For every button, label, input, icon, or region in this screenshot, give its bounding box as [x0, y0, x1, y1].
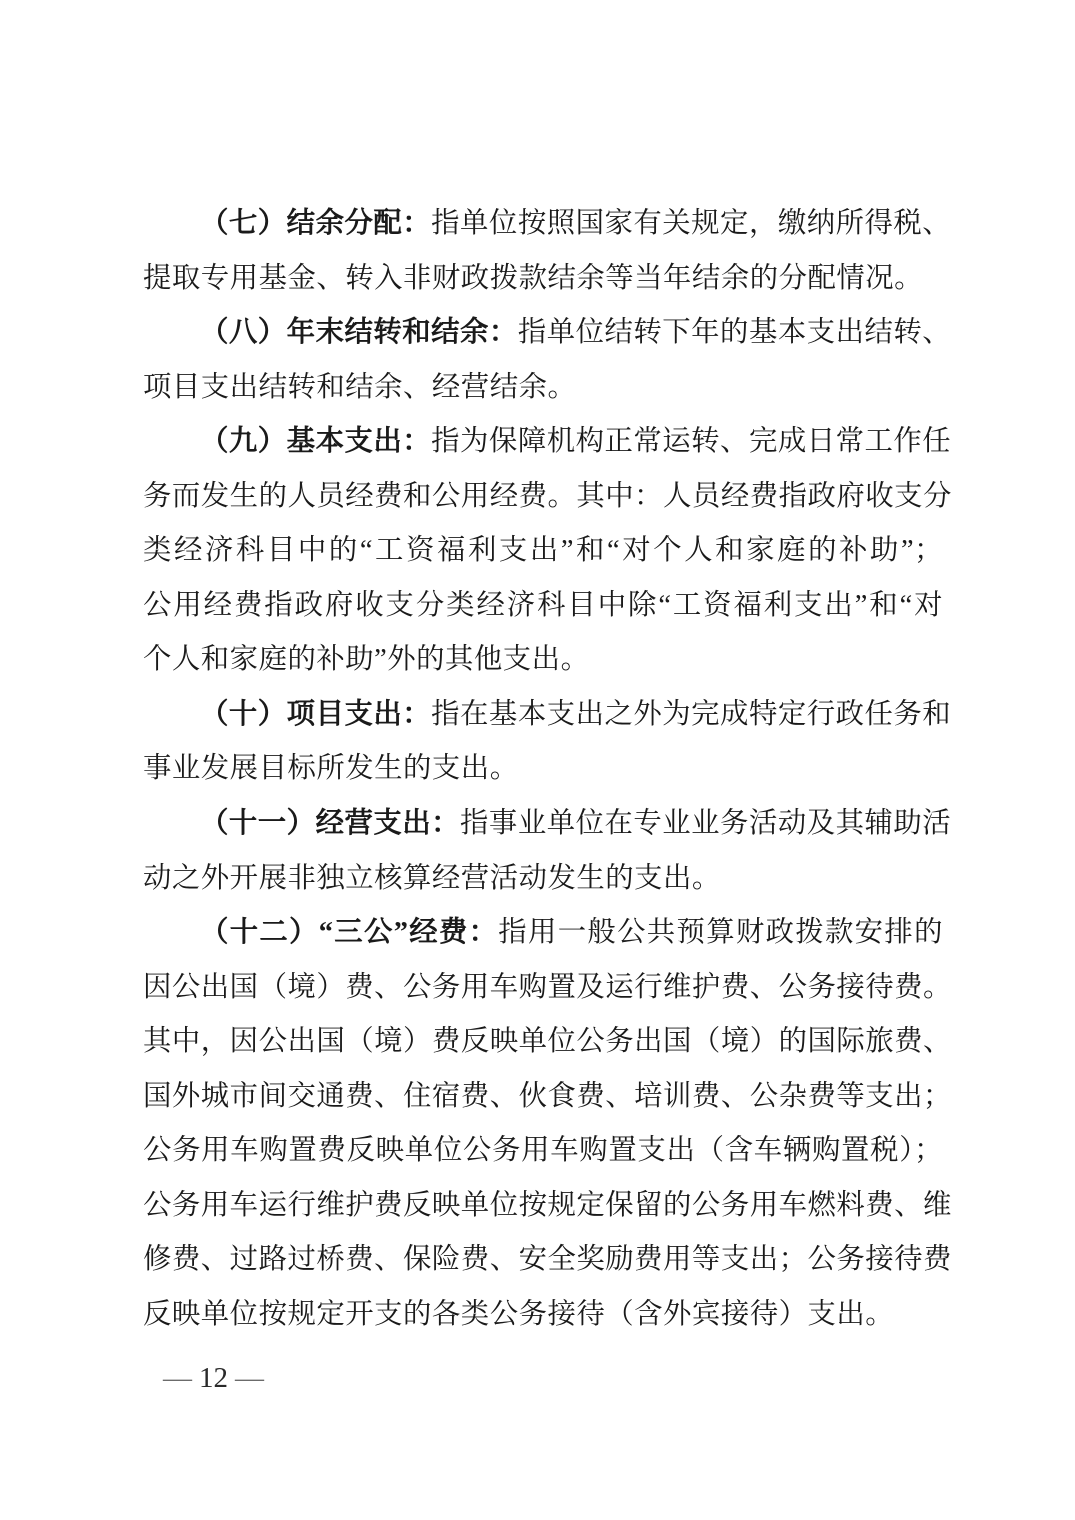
term-definition: 提取专用基金、转入非财政拨款结余等当年结余的分配情况。 — [143, 262, 924, 294]
text-line — [143, 797, 952, 852]
text-line — [143, 252, 943, 307]
text-line — [143, 197, 952, 252]
text-line — [143, 470, 952, 525]
term-definition: 务而发生的人员经费和公用经费。其中：人员经费指政府收支分 — [143, 480, 952, 512]
term-definition: 反映单位按规定开支的各类公务接待（含外宾接待）支出。 — [143, 1298, 895, 1330]
text-line — [143, 633, 943, 688]
text-line — [143, 524, 943, 579]
text-line — [143, 961, 952, 1016]
term-definition: 公务用车运行维护费反映单位按规定保留的公务用车燃料费、维 — [143, 1189, 952, 1221]
term-definition: 个人和家庭的补助”外的其他支出。 — [143, 644, 590, 676]
term-label: （八）年末结转和结余： — [200, 317, 518, 349]
term-definition: 指为保障机构正常运转、完成日常工作任 — [431, 426, 952, 458]
term-definition: 类经济科目中的“工资福利支出”和“对个人和家庭的补助”； — [143, 535, 943, 567]
text-line — [143, 688, 952, 743]
text-line — [143, 1070, 952, 1125]
term-label: （七）结余分配： — [200, 208, 432, 239]
term-definition: 其中，因公出国（境）费反映单位公务出国（境）的国际旅费、 — [143, 1026, 952, 1058]
term-label: （十）项目支出： — [200, 698, 432, 730]
term-definition: 动之外开展非独立核算经营活动发生的支出。 — [143, 862, 721, 894]
term-definition: 指单位按照国家有关规定，缴纳所得税、 — [431, 208, 952, 239]
term-definition: 指用一般公共预算财政拨款安排的 — [498, 917, 943, 949]
page-number-footer — [163, 1351, 264, 1405]
term-definition: 指事业单位在专业业务活动及其辅助活 — [460, 808, 952, 840]
term-definition: 修费、过路过桥费、保险费、安全奖励费用等支出；公务接待费 — [143, 1244, 952, 1276]
term-definition: 指在基本支出之外为完成特定行政任务和 — [431, 698, 952, 730]
text-line — [143, 1124, 943, 1179]
page-number: 12 — [199, 1362, 228, 1394]
text-line — [143, 1233, 952, 1288]
term-label: （九）基本支出： — [200, 426, 432, 458]
text-line — [143, 579, 943, 634]
term-definition: 指单位结转下年的基本支出结转、 — [517, 317, 952, 349]
term-definition: 公用经费指政府收支分类经济科目中除“工资福利支出”和“对 — [143, 589, 943, 621]
term-definition: 公务用车购置费反映单位公务用车购置支出（含车辆购置税）； — [143, 1135, 943, 1167]
term-definition: 国外城市间交通费、住宿费、伙食费、培训费、公杂费等支出； — [143, 1080, 952, 1112]
footer-dash-left: — — [163, 1362, 192, 1394]
text-line — [143, 1288, 943, 1343]
term-label: （十一）经营支出： — [200, 808, 461, 840]
text-line — [143, 1179, 952, 1234]
text-line — [143, 306, 952, 361]
text-line — [143, 906, 943, 961]
term-definition: 项目支出结转和结余、经营结余。 — [143, 371, 577, 403]
term-definition: 事业发展目标所发生的支出。 — [143, 753, 519, 785]
footer-dash-right: — — [235, 1362, 264, 1394]
term-definition: 因公出国（境）费、公务用车购置及运行维护费、公务接待费。 — [143, 971, 952, 1003]
text-line — [143, 852, 943, 907]
text-line — [143, 742, 943, 797]
text-line — [143, 1015, 952, 1070]
text-line — [143, 361, 943, 416]
term-label: （十二）“三公”经费： — [200, 917, 499, 949]
text-line — [143, 415, 952, 470]
document-body — [143, 197, 952, 1342]
